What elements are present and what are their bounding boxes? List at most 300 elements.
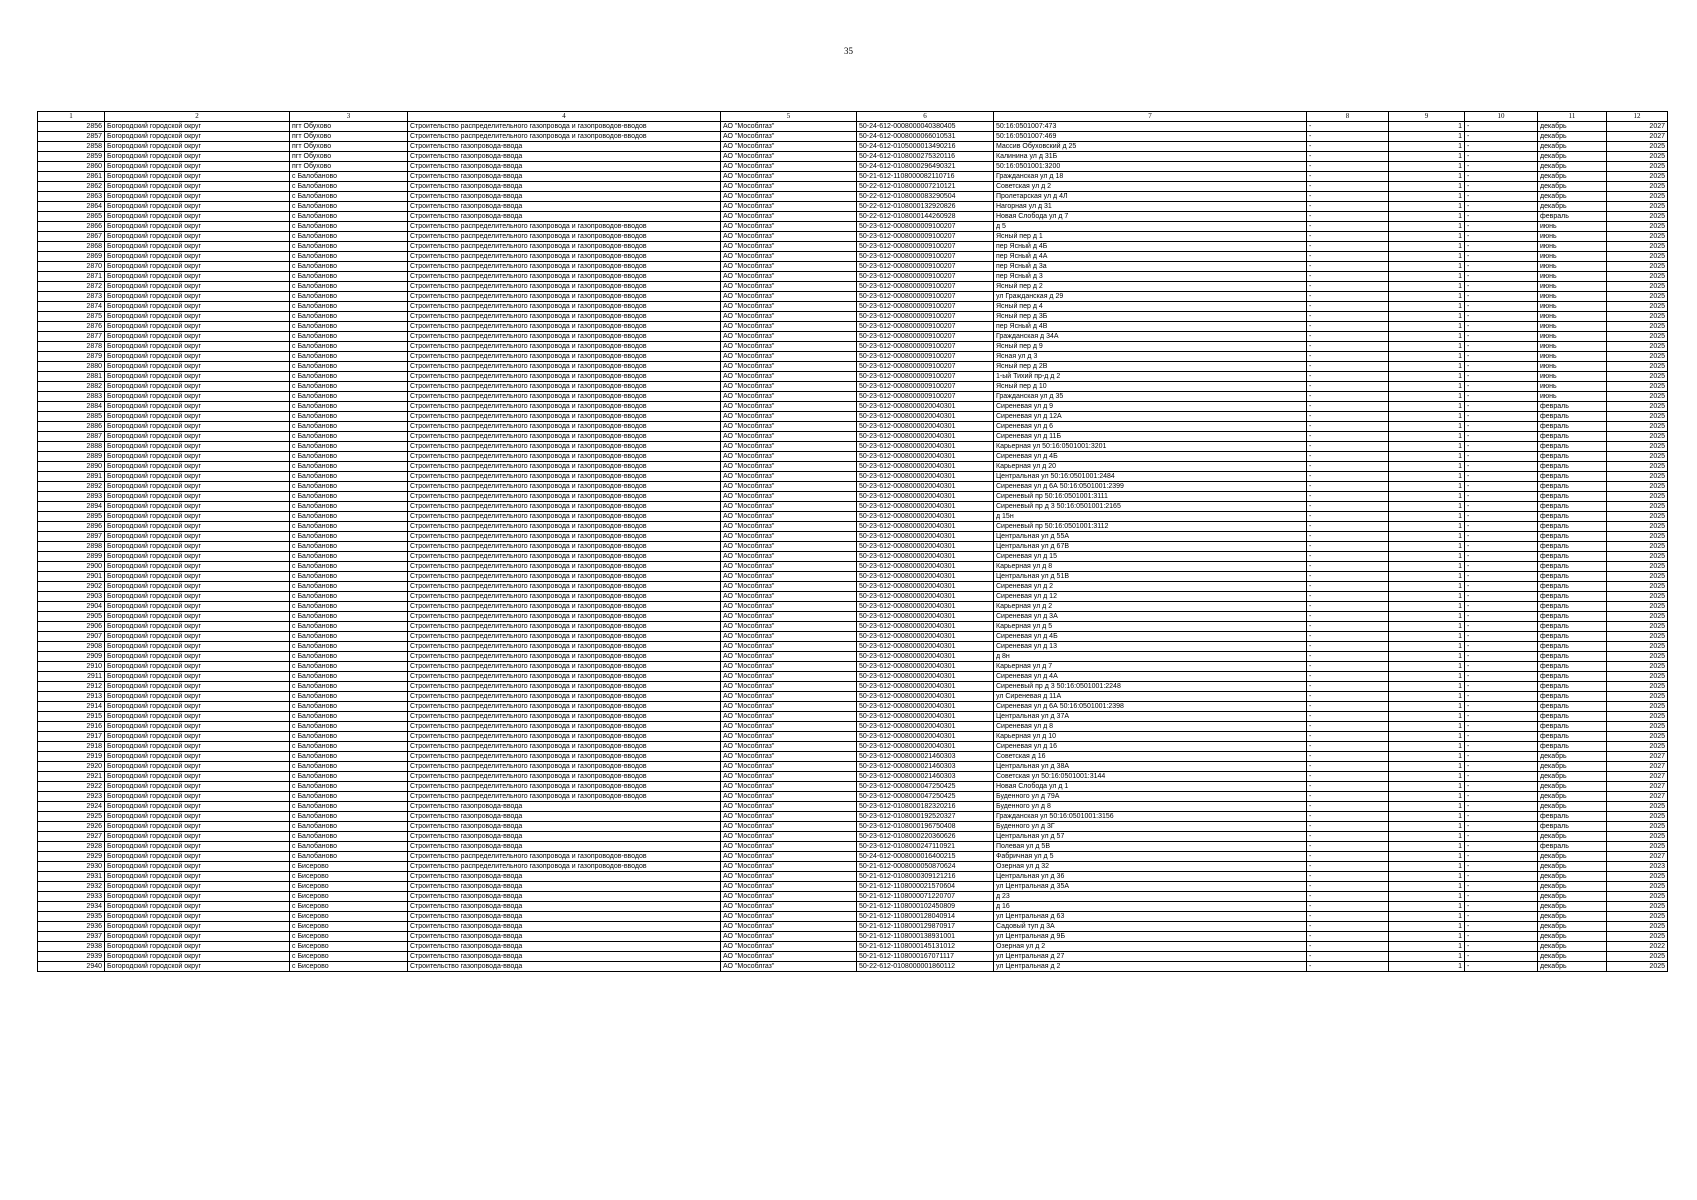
- cell-row-number: 2871: [38, 272, 105, 282]
- cell-work-type: Строительство распределительного газопровода и газопроводов-вводов: [408, 542, 721, 552]
- cell-work-type: Строительство распределительного газопровода и газопроводов-вводов: [408, 132, 721, 142]
- cell-program-code: 50-21-612-0008000050870624: [857, 862, 994, 872]
- cell-month: февраль: [1538, 442, 1607, 452]
- cell-quantity: 1: [1389, 952, 1465, 962]
- table-row: [38, 432, 1668, 442]
- table-row: [38, 302, 1668, 312]
- cell-program-code: 50-23-612-0008000009100207: [857, 282, 994, 292]
- cell-settlement: пгт Обухово: [290, 122, 408, 132]
- cell-municipality: Богородский городской округ: [105, 302, 290, 312]
- cell-settlement: с Балобаново: [290, 392, 408, 402]
- cell-organization: АО "Мособлгаз": [721, 742, 857, 752]
- cell-organization: АО "Мособлгаз": [721, 422, 857, 432]
- table-row: [38, 602, 1668, 612]
- cell-row-number: 2873: [38, 292, 105, 302]
- cell-col-10: -: [1465, 422, 1538, 432]
- cell-municipality: Богородский городской округ: [105, 752, 290, 762]
- cell-settlement: с Балобаново: [290, 332, 408, 342]
- cell-settlement: с Балобаново: [290, 762, 408, 772]
- cell-program-code: 50-22-612-0108000083290504: [857, 192, 994, 202]
- cell-work-type: Строительство распределительного газопровода и газопроводов-вводов: [408, 852, 721, 862]
- cell-municipality: Богородский городской округ: [105, 372, 290, 382]
- table-row: [38, 892, 1668, 902]
- cell-row-number: 2892: [38, 482, 105, 492]
- cell-municipality: Богородский городской округ: [105, 262, 290, 272]
- table-row: [38, 392, 1668, 402]
- cell-year: 2025: [1607, 522, 1668, 532]
- cell-settlement: с Бисерово: [290, 932, 408, 942]
- cell-organization: АО "Мособлгаз": [721, 842, 857, 852]
- cell-address: Гражданская ул 50:16:0501001:3156: [994, 812, 1307, 822]
- cell-row-number: 2907: [38, 632, 105, 642]
- cell-municipality: Богородский городской округ: [105, 232, 290, 242]
- cell-organization: АО "Мособлгаз": [721, 672, 857, 682]
- cell-municipality: Богородский городской округ: [105, 952, 290, 962]
- cell-program-code: 50-23-612-0008000021460303: [857, 772, 994, 782]
- cell-quantity: 1: [1389, 452, 1465, 462]
- cell-month: февраль: [1538, 402, 1607, 412]
- cell-col-10: -: [1465, 182, 1538, 192]
- cell-organization: АО "Мособлгаз": [721, 402, 857, 412]
- cell-col-8: -: [1307, 302, 1389, 312]
- cell-program-code: 50-21-612-1108000082110716: [857, 172, 994, 182]
- cell-program-code: 50-23-612-0008000020040301: [857, 472, 994, 482]
- cell-settlement: с Балобаново: [290, 462, 408, 472]
- cell-row-number: 2924: [38, 802, 105, 812]
- cell-year: 2025: [1607, 472, 1668, 482]
- cell-address: Карьерная ул д 2: [994, 602, 1307, 612]
- cell-year: 2025: [1607, 832, 1668, 842]
- cell-quantity: 1: [1389, 482, 1465, 492]
- cell-col-8: -: [1307, 612, 1389, 622]
- cell-month: июнь: [1538, 262, 1607, 272]
- cell-program-code: 50-24-612-0105000013490216: [857, 142, 994, 152]
- cell-work-type: Строительство газопровода-ввода: [408, 202, 721, 212]
- cell-municipality: Богородский городской округ: [105, 602, 290, 612]
- cell-row-number: 2911: [38, 672, 105, 682]
- cell-year: 2027: [1607, 792, 1668, 802]
- cell-quantity: 1: [1389, 902, 1465, 912]
- table-row: [38, 882, 1668, 892]
- cell-address: Гражданская ул д 18: [994, 172, 1307, 182]
- cell-year: 2025: [1607, 682, 1668, 692]
- cell-col-8: -: [1307, 162, 1389, 172]
- cell-year: 2025: [1607, 812, 1668, 822]
- cell-program-code: 50-21-612-1108000128040914: [857, 912, 994, 922]
- cell-quantity: 1: [1389, 762, 1465, 772]
- cell-settlement: с Балобаново: [290, 582, 408, 592]
- table-row: [38, 252, 1668, 262]
- cell-program-code: 50-23-612-0008000020040301: [857, 592, 994, 602]
- cell-row-number: 2875: [38, 312, 105, 322]
- cell-program-code: 50-23-612-0008000009100207: [857, 362, 994, 372]
- cell-program-code: 50-23-612-0008000047250425: [857, 792, 994, 802]
- cell-program-code: 50-23-612-0008000020040301: [857, 582, 994, 592]
- cell-work-type: Строительство распределительного газопровода и газопроводов-вводов: [408, 572, 721, 582]
- cell-year: 2025: [1607, 512, 1668, 522]
- cell-municipality: Богородский городской округ: [105, 242, 290, 252]
- cell-organization: АО "Мособлгаз": [721, 952, 857, 962]
- cell-settlement: с Бисерово: [290, 962, 408, 972]
- cell-address: Карьерная ул д 7: [994, 662, 1307, 672]
- cell-col-10: -: [1465, 922, 1538, 932]
- cell-address: пер Ясный д 4Б: [994, 242, 1307, 252]
- cell-row-number: 2859: [38, 152, 105, 162]
- cell-organization: АО "Мособлгаз": [721, 342, 857, 352]
- cell-program-code: 50-21-612-1108000071220707: [857, 892, 994, 902]
- cell-municipality: Богородский городской округ: [105, 162, 290, 172]
- cell-month: февраль: [1538, 592, 1607, 602]
- cell-work-type: Строительство газопровода-ввода: [408, 212, 721, 222]
- cell-col-10: -: [1465, 802, 1538, 812]
- cell-program-code: 50-21-612-0108000309121216: [857, 872, 994, 882]
- cell-year: 2025: [1607, 422, 1668, 432]
- cell-municipality: Богородский городской округ: [105, 812, 290, 822]
- cell-year: 2025: [1607, 282, 1668, 292]
- cell-col-8: -: [1307, 372, 1389, 382]
- cell-address: Новая Слобода ул д 7: [994, 212, 1307, 222]
- cell-col-8: -: [1307, 532, 1389, 542]
- cell-quantity: 1: [1389, 182, 1465, 192]
- cell-work-type: Строительство распределительного газопровода и газопроводов-вводов: [408, 412, 721, 422]
- cell-month: февраль: [1538, 412, 1607, 422]
- cell-row-number: 2921: [38, 772, 105, 782]
- table-row: [38, 262, 1668, 272]
- cell-settlement: с Балобаново: [290, 182, 408, 192]
- cell-col-8: -: [1307, 842, 1389, 852]
- cell-row-number: 2899: [38, 552, 105, 562]
- cell-year: 2025: [1607, 902, 1668, 912]
- cell-work-type: Строительство распределительного газопровода и газопроводов-вводов: [408, 342, 721, 352]
- cell-col-10: -: [1465, 392, 1538, 402]
- cell-municipality: Богородский городской округ: [105, 412, 290, 422]
- cell-work-type: Строительство газопровода-ввода: [408, 172, 721, 182]
- cell-row-number: 2857: [38, 132, 105, 142]
- cell-program-code: 50-21-612-1108000021570604: [857, 882, 994, 892]
- cell-row-number: 2889: [38, 452, 105, 462]
- table-row: [38, 792, 1668, 802]
- cell-row-number: 2904: [38, 602, 105, 612]
- cell-municipality: Богородский городской округ: [105, 712, 290, 722]
- cell-row-number: 2927: [38, 832, 105, 842]
- cell-col-10: -: [1465, 502, 1538, 512]
- cell-col-8: -: [1307, 822, 1389, 832]
- cell-work-type: Строительство распределительного газопровода и газопроводов-вводов: [408, 612, 721, 622]
- cell-col-10: -: [1465, 322, 1538, 332]
- cell-settlement: пгт Обухово: [290, 152, 408, 162]
- cell-municipality: Богородский городской округ: [105, 152, 290, 162]
- table-row: [38, 452, 1668, 462]
- cell-program-code: 50-22-612-0108000132920826: [857, 202, 994, 212]
- cell-col-8: -: [1307, 572, 1389, 582]
- cell-organization: АО "Мособлгаз": [721, 762, 857, 772]
- cell-work-type: Строительство газопровода-ввода: [408, 952, 721, 962]
- cell-quantity: 1: [1389, 752, 1465, 762]
- cell-organization: АО "Мособлгаз": [721, 432, 857, 442]
- cell-organization: АО "Мособлгаз": [721, 532, 857, 542]
- cell-organization: АО "Мособлгаз": [721, 662, 857, 672]
- cell-work-type: Строительство распределительного газопровода и газопроводов-вводов: [408, 762, 721, 772]
- cell-month: февраль: [1538, 622, 1607, 632]
- cell-year: 2025: [1607, 172, 1668, 182]
- cell-row-number: 2864: [38, 202, 105, 212]
- cell-settlement: с Балобаново: [290, 482, 408, 492]
- cell-col-10: -: [1465, 272, 1538, 282]
- cell-municipality: Богородский городской округ: [105, 342, 290, 352]
- cell-row-number: 2866: [38, 222, 105, 232]
- cell-address: ул Сиреневая д 11А: [994, 692, 1307, 702]
- table-row: [38, 492, 1668, 502]
- cell-quantity: 1: [1389, 922, 1465, 932]
- cell-col-10: -: [1465, 772, 1538, 782]
- cell-work-type: Строительство распределительного газопровода и газопроводов-вводов: [408, 732, 721, 742]
- cell-quantity: 1: [1389, 712, 1465, 722]
- cell-program-code: 50-23-612-0008000009100207: [857, 222, 994, 232]
- cell-municipality: Богородский городской округ: [105, 592, 290, 602]
- cell-settlement: с Балобаново: [290, 452, 408, 462]
- cell-work-type: Строительство распределительного газопровода и газопроводов-вводов: [408, 592, 721, 602]
- cell-municipality: Богородский городской округ: [105, 792, 290, 802]
- cell-program-code: 50-23-612-0008000020040301: [857, 562, 994, 572]
- cell-col-10: -: [1465, 622, 1538, 632]
- cell-col-8: -: [1307, 342, 1389, 352]
- cell-month: февраль: [1538, 562, 1607, 572]
- cell-year: 2025: [1607, 322, 1668, 332]
- cell-col-8: -: [1307, 792, 1389, 802]
- cell-row-number: 2881: [38, 372, 105, 382]
- cell-col-10: -: [1465, 722, 1538, 732]
- cell-row-number: 2916: [38, 722, 105, 732]
- cell-month: декабрь: [1538, 162, 1607, 172]
- cell-settlement: с Балобаново: [290, 592, 408, 602]
- cell-col-10: -: [1465, 702, 1538, 712]
- cell-month: декабрь: [1538, 962, 1607, 972]
- cell-address: Буденного ул д 3Г: [994, 822, 1307, 832]
- cell-program-code: 50-23-612-0008000020040301: [857, 602, 994, 612]
- cell-quantity: 1: [1389, 232, 1465, 242]
- cell-col-8: -: [1307, 512, 1389, 522]
- table-row: [38, 742, 1668, 752]
- cell-work-type: Строительство распределительного газопровода и газопроводов-вводов: [408, 222, 721, 232]
- cell-settlement: с Балобаново: [290, 242, 408, 252]
- cell-month: декабрь: [1538, 952, 1607, 962]
- table-row: [38, 612, 1668, 622]
- cell-settlement: с Балобаново: [290, 342, 408, 352]
- cell-row-number: 2858: [38, 142, 105, 152]
- cell-row-number: 2923: [38, 792, 105, 802]
- cell-organization: АО "Мособлгаз": [721, 312, 857, 322]
- cell-quantity: 1: [1389, 342, 1465, 352]
- cell-row-number: 2929: [38, 852, 105, 862]
- cell-address: д 5: [994, 222, 1307, 232]
- cell-year: 2025: [1607, 602, 1668, 612]
- table-row: [38, 912, 1668, 922]
- cell-organization: АО "Мособлгаз": [721, 222, 857, 232]
- cell-address: Советская ул д 2: [994, 182, 1307, 192]
- cell-col-8: -: [1307, 692, 1389, 702]
- cell-row-number: 2886: [38, 422, 105, 432]
- cell-col-8: -: [1307, 712, 1389, 722]
- cell-row-number: 2877: [38, 332, 105, 342]
- cell-organization: АО "Мособлгаз": [721, 582, 857, 592]
- cell-address: Сиреневая ул д 12А: [994, 412, 1307, 422]
- cell-municipality: Богородский городской округ: [105, 672, 290, 682]
- cell-work-type: Строительство распределительного газопровода и газопроводов-вводов: [408, 292, 721, 302]
- cell-municipality: Богородский городской округ: [105, 692, 290, 702]
- cell-program-code: 50-23-612-0008000009100207: [857, 332, 994, 342]
- cell-col-8: -: [1307, 492, 1389, 502]
- table-row: [38, 462, 1668, 472]
- cell-program-code: 50-24-612-0108000296490321: [857, 162, 994, 172]
- cell-organization: АО "Мособлгаз": [721, 512, 857, 522]
- cell-work-type: Строительство распределительного газопровода и газопроводов-вводов: [408, 422, 721, 432]
- cell-col-8: -: [1307, 222, 1389, 232]
- cell-month: декабрь: [1538, 942, 1607, 952]
- cell-month: декабрь: [1538, 202, 1607, 212]
- cell-settlement: с Балобаново: [290, 542, 408, 552]
- cell-address: Карьерная ул 50:16:0501001:3201: [994, 442, 1307, 452]
- cell-row-number: 2884: [38, 402, 105, 412]
- cell-col-8: -: [1307, 862, 1389, 872]
- cell-program-code: 50-23-612-0008000020040301: [857, 522, 994, 532]
- cell-work-type: Строительство распределительного газопровода и газопроводов-вводов: [408, 702, 721, 712]
- cell-month: июнь: [1538, 372, 1607, 382]
- cell-organization: АО "Мособлгаз": [721, 802, 857, 812]
- cell-year: 2027: [1607, 852, 1668, 862]
- cell-quantity: 1: [1389, 402, 1465, 412]
- cell-year: 2025: [1607, 332, 1668, 342]
- cell-program-code: 50-23-612-0008000020040301: [857, 412, 994, 422]
- cell-municipality: Богородский городской округ: [105, 532, 290, 542]
- cell-settlement: с Балобаново: [290, 492, 408, 502]
- cell-month: февраль: [1538, 662, 1607, 672]
- cell-col-10: -: [1465, 712, 1538, 722]
- cell-organization: АО "Мособлгаз": [721, 302, 857, 312]
- cell-quantity: 1: [1389, 212, 1465, 222]
- cell-month: декабрь: [1538, 862, 1607, 872]
- cell-settlement: с Балобаново: [290, 692, 408, 702]
- cell-settlement: с Балобаново: [290, 272, 408, 282]
- cell-municipality: Богородский городской округ: [105, 732, 290, 742]
- cell-quantity: 1: [1389, 352, 1465, 362]
- cell-work-type: Строительство распределительного газопровода и газопроводов-вводов: [408, 472, 721, 482]
- cell-work-type: Строительство распределительного газопровода и газопроводов-вводов: [408, 372, 721, 382]
- cell-col-8: -: [1307, 662, 1389, 672]
- cell-col-8: -: [1307, 552, 1389, 562]
- cell-municipality: Богородский городской округ: [105, 192, 290, 202]
- cell-quantity: 1: [1389, 152, 1465, 162]
- cell-year: 2025: [1607, 592, 1668, 602]
- table-row: [38, 152, 1668, 162]
- cell-address: ул Центральная д 35А: [994, 882, 1307, 892]
- cell-year: 2025: [1607, 872, 1668, 882]
- cell-work-type: Строительство распределительного газопровода и газопроводов-вводов: [408, 602, 721, 612]
- cell-col-8: -: [1307, 742, 1389, 752]
- cell-work-type: Строительство распределительного газопровода и газопроводов-вводов: [408, 792, 721, 802]
- cell-col-8: -: [1307, 882, 1389, 892]
- cell-address: Центральная ул д 57: [994, 832, 1307, 842]
- cell-program-code: 50-23-612-0008000020040301: [857, 482, 994, 492]
- cell-organization: АО "Мособлгаз": [721, 932, 857, 942]
- cell-program-code: 50-23-612-0008000020040301: [857, 702, 994, 712]
- cell-year: 2027: [1607, 782, 1668, 792]
- cell-work-type: Строительство газопровода-ввода: [408, 142, 721, 152]
- cell-col-10: -: [1465, 292, 1538, 302]
- cell-month: февраль: [1538, 582, 1607, 592]
- cell-col-8: -: [1307, 672, 1389, 682]
- cell-col-10: -: [1465, 252, 1538, 262]
- cell-settlement: с Бисерово: [290, 952, 408, 962]
- cell-work-type: Строительство распределительного газопровода и газопроводов-вводов: [408, 242, 721, 252]
- cell-work-type: Строительство газопровода-ввода: [408, 962, 721, 972]
- cell-col-8: -: [1307, 272, 1389, 282]
- cell-organization: АО "Мособлгаз": [721, 252, 857, 262]
- cell-program-code: 50-23-612-0008000020040301: [857, 502, 994, 512]
- cell-year: 2025: [1607, 562, 1668, 572]
- cell-year: 2025: [1607, 482, 1668, 492]
- cell-settlement: с Балобаново: [290, 222, 408, 232]
- cell-municipality: Богородский городской округ: [105, 912, 290, 922]
- cell-municipality: Богородский городской округ: [105, 932, 290, 942]
- cell-municipality: Богородский городской округ: [105, 772, 290, 782]
- cell-municipality: Богородский городской округ: [105, 202, 290, 212]
- cell-municipality: Богородский городской округ: [105, 832, 290, 842]
- cell-year: 2025: [1607, 432, 1668, 442]
- cell-year: 2025: [1607, 702, 1668, 712]
- cell-col-8: -: [1307, 562, 1389, 572]
- cell-organization: АО "Мособлгаз": [721, 782, 857, 792]
- table-row: [38, 562, 1668, 572]
- cell-work-type: Строительство распределительного газопровода и газопроводов-вводов: [408, 272, 721, 282]
- table-row: [38, 762, 1668, 772]
- table-row: [38, 832, 1668, 842]
- cell-settlement: с Бисерово: [290, 862, 408, 872]
- cell-quantity: 1: [1389, 372, 1465, 382]
- cell-col-8: -: [1307, 262, 1389, 272]
- cell-col-8: -: [1307, 132, 1389, 142]
- cell-col-10: -: [1465, 822, 1538, 832]
- cell-row-number: 2872: [38, 282, 105, 292]
- cell-work-type: Строительство газопровода-ввода: [408, 942, 721, 952]
- cell-month: февраль: [1538, 542, 1607, 552]
- cell-year: 2025: [1607, 722, 1668, 732]
- cell-year: 2025: [1607, 142, 1668, 152]
- cell-municipality: Богородский городской округ: [105, 282, 290, 292]
- cell-row-number: 2895: [38, 512, 105, 522]
- cell-quantity: 1: [1389, 882, 1465, 892]
- cell-settlement: с Балобаново: [290, 442, 408, 452]
- cell-program-code: 50-23-612-0008000020040301: [857, 612, 994, 622]
- cell-month: декабрь: [1538, 782, 1607, 792]
- cell-quantity: 1: [1389, 532, 1465, 542]
- cell-organization: АО "Мособлгаз": [721, 262, 857, 272]
- cell-settlement: с Балобаново: [290, 402, 408, 412]
- cell-municipality: Богородский городской округ: [105, 882, 290, 892]
- cell-row-number: 2861: [38, 172, 105, 182]
- cell-program-code: 50-23-612-0008000020040301: [857, 722, 994, 732]
- cell-work-type: Строительство распределительного газопровода и газопроводов-вводов: [408, 622, 721, 632]
- cell-year: 2025: [1607, 452, 1668, 462]
- table-row: [38, 522, 1668, 532]
- cell-month: декабрь: [1538, 832, 1607, 842]
- cell-year: 2025: [1607, 242, 1668, 252]
- cell-address: ул Гражданская д 29: [994, 292, 1307, 302]
- table-row: [38, 942, 1668, 952]
- cell-col-10: -: [1465, 832, 1538, 842]
- cell-year: 2025: [1607, 922, 1668, 932]
- cell-col-8: -: [1307, 502, 1389, 512]
- cell-row-number: 2880: [38, 362, 105, 372]
